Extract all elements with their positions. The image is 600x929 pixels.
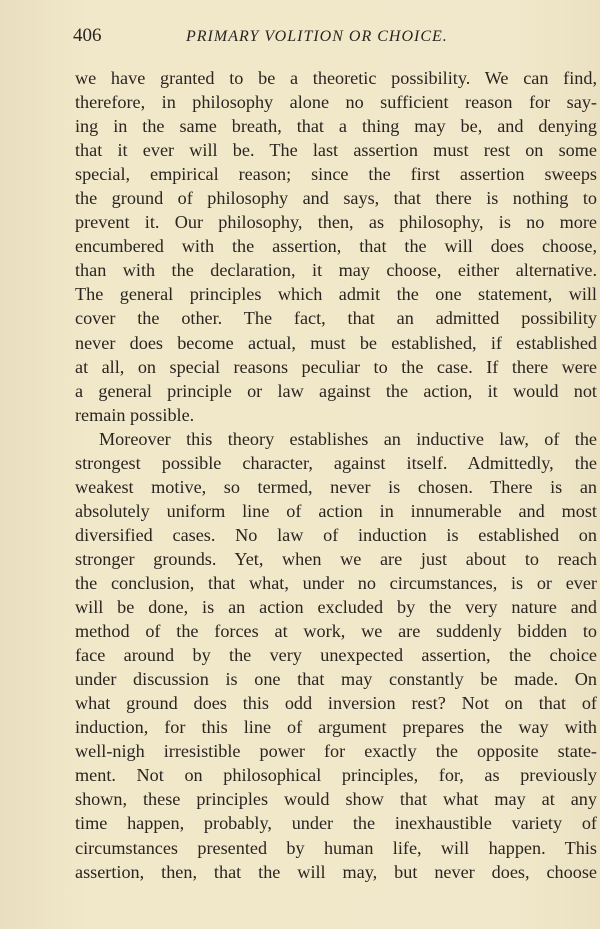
text-line: the conclusion, that what, under no circumstances, is or ever: [75, 572, 597, 593]
text-line: under discussion is one that may constantly be made. On: [75, 669, 597, 690]
text-line: we have granted to be a theoretic possibility. We can find,: [75, 68, 597, 88]
text-line: ment. Not on philosophical principles, for, as previously: [75, 765, 597, 786]
text-line: will be done, is an action excluded by the very nature and: [75, 597, 597, 618]
text-line: ing in the same breath, that a thing may be, and denying: [75, 116, 597, 137]
running-title: PRIMARY VOLITION OR CHOICE.: [186, 28, 448, 45]
text-line: stronger grounds. Yet, when we are just about to reach: [75, 548, 597, 569]
text-line: face around by the very unexpected assertion, the choice: [75, 645, 597, 666]
text-line: time happen, probably, under the inexhaustible variety of: [75, 813, 597, 834]
text-line: assertion, then, that the will may, but never does, choose: [75, 861, 597, 882]
text-line: encumbered with the assertion, that the will does choose,: [75, 236, 597, 257]
text-line: a general principle or law against the action, it would not: [75, 380, 597, 401]
text-line: cover the other. The fact, that an admitted possibility: [75, 308, 597, 329]
text-line: weakest motive, so termed, never is chosen. There is an: [75, 476, 597, 497]
text-line: Moreover this theory establishes an inductive law, of the: [99, 428, 597, 449]
text-line: method of the forces at work, we are suddenly bidden to: [75, 621, 597, 642]
page-body: [75, 66, 597, 884]
text-line: strongest possible character, against itself. Admittedly, the: [75, 452, 597, 473]
text-line: shown, these principles would show that what may at any: [75, 789, 597, 810]
text-line: never does become actual, must be established, if established: [75, 332, 597, 353]
paragraph: [75, 66, 597, 427]
text-line: what ground does this odd inversion rest? Not on that of: [75, 693, 597, 714]
text-line: special, empirical reason; since the first assertion sweeps: [75, 164, 597, 185]
text-line: well-nigh irresistible power for exactly the opposite state-: [75, 741, 597, 762]
text-line: induction, for this line of argument prepares the way with: [75, 717, 597, 738]
text-line: remain possible.: [75, 404, 195, 425]
text-line: therefore, in philosophy alone no sufficient reason for say-: [75, 92, 597, 113]
text-line: the ground of philosophy and says, that there is nothing to: [75, 188, 597, 209]
text-line: circumstances presented by human life, will happen. This: [75, 837, 597, 858]
text-line: prevent it. Our philosophy, then, as philosophy, is no more: [75, 212, 597, 233]
text-line: at all, on special reasons peculiar to the case. If there were: [75, 356, 597, 377]
text-line: The general principles which admit the one statement, will: [75, 284, 597, 305]
paragraph: [75, 427, 597, 884]
page-number: 406: [73, 25, 102, 46]
text-line: diversified cases. No law of induction is established on: [75, 524, 597, 545]
text-line: absolutely uniform line of action in innumerable and most: [75, 500, 597, 521]
text-line: than with the declaration, it may choose, either alternative.: [75, 260, 597, 281]
text-line: that it ever will be. The last assertion must rest on some: [75, 140, 597, 161]
